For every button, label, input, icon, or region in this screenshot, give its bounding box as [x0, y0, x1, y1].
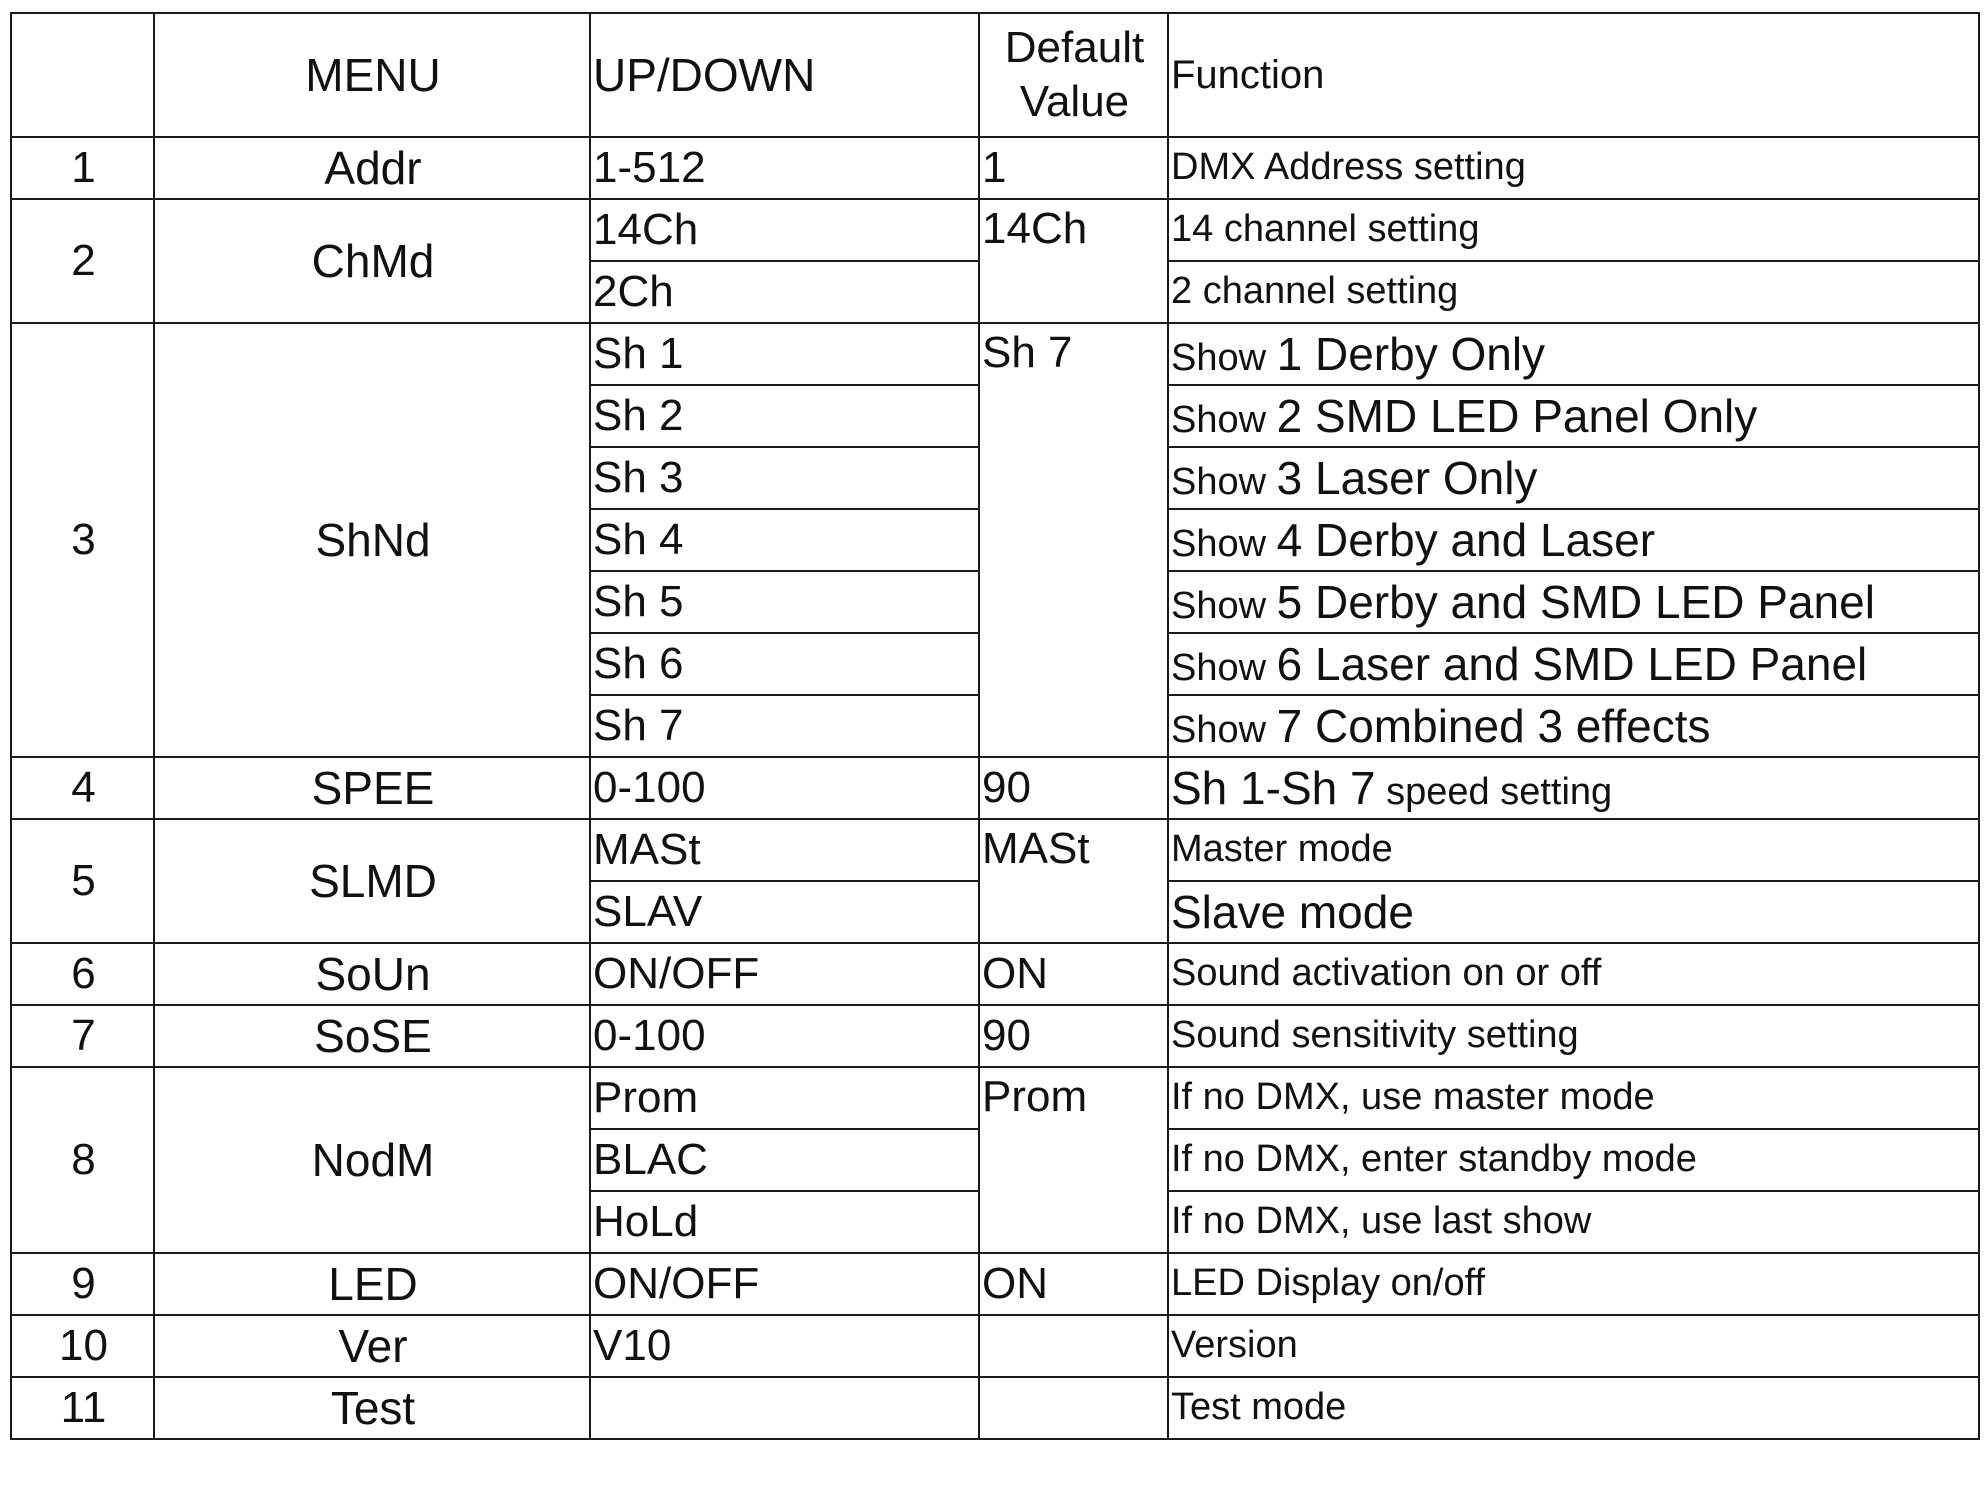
updown-value	[590, 1377, 979, 1439]
function-text: Version	[1168, 1315, 1979, 1377]
row-number: 1	[11, 137, 154, 199]
function-text	[1168, 385, 1979, 447]
menu-code: LED	[154, 1253, 590, 1315]
menu-code: SoSE	[154, 1005, 590, 1067]
table-row	[11, 1315, 1979, 1377]
function-text: Test mode	[1168, 1377, 1979, 1439]
function-text	[1168, 633, 1979, 695]
function-text: LED Display on/off	[1168, 1253, 1979, 1315]
function-text: If no DMX, enter standby mode	[1168, 1129, 1979, 1191]
menu-code: Test	[154, 1377, 590, 1439]
show-prefix: Show	[1171, 646, 1267, 689]
menu-code: SoUn	[154, 943, 590, 1005]
updown-value: Sh 7	[590, 695, 979, 757]
header-function: Function	[1168, 13, 1979, 137]
show-description: 3 Laser Only	[1276, 451, 1538, 504]
updown-value: Prom	[590, 1067, 979, 1129]
function-text	[1168, 757, 1979, 819]
updown-value: V10	[590, 1315, 979, 1377]
show-prefix: Show	[1171, 336, 1267, 379]
menu-code: ChMd	[154, 199, 590, 323]
function-text: Slave mode	[1168, 881, 1979, 943]
default-value: Sh 7	[979, 323, 1168, 757]
header-menu: MENU	[154, 13, 590, 137]
updown-value: SLAV	[590, 881, 979, 943]
updown-value: Sh 5	[590, 571, 979, 633]
default-value: 1	[979, 137, 1168, 199]
table-row	[11, 323, 1979, 385]
header-default-line2: Value	[1019, 77, 1130, 126]
row-number: 8	[11, 1067, 154, 1253]
table-row	[11, 137, 1979, 199]
row-number: 6	[11, 943, 154, 1005]
menu-code: ShNd	[154, 323, 590, 757]
row-number: 7	[11, 1005, 154, 1067]
show-description: 5 Derby and SMD LED Panel	[1276, 575, 1875, 628]
function-text	[1168, 323, 1979, 385]
updown-value: 0-100	[590, 757, 979, 819]
updown-value: BLAC	[590, 1129, 979, 1191]
function-text: If no DMX, use last show	[1168, 1191, 1979, 1253]
speed-show-range: Sh 1-Sh 7	[1171, 761, 1376, 814]
default-value	[979, 1377, 1168, 1439]
updown-value: HoLd	[590, 1191, 979, 1253]
show-prefix: Show	[1171, 584, 1267, 627]
updown-value: 2Ch	[590, 261, 979, 323]
default-value	[979, 1315, 1168, 1377]
row-number: 4	[11, 757, 154, 819]
function-text: 2 channel setting	[1168, 261, 1979, 323]
function-text	[1168, 695, 1979, 757]
updown-value: Sh 1	[590, 323, 979, 385]
default-value: 90	[979, 757, 1168, 819]
show-prefix: Show	[1171, 522, 1267, 565]
updown-value: 14Ch	[590, 199, 979, 261]
show-description: 7 Combined 3 effects	[1276, 699, 1711, 752]
table-row	[11, 1005, 1979, 1067]
show-description: 6 Laser and SMD LED Panel	[1276, 637, 1868, 690]
show-prefix: Show	[1171, 398, 1267, 441]
default-value: MASt	[979, 819, 1168, 943]
menu-code: SLMD	[154, 819, 590, 943]
show-prefix: Show	[1171, 460, 1267, 503]
show-description: 4 Derby and Laser	[1276, 513, 1656, 566]
updown-value: 0-100	[590, 1005, 979, 1067]
updown-value: Sh 6	[590, 633, 979, 695]
updown-value: Sh 4	[590, 509, 979, 571]
function-text	[1168, 447, 1979, 509]
header-number	[11, 13, 154, 137]
menu-code: NodM	[154, 1067, 590, 1253]
header-row	[11, 13, 1979, 137]
updown-value: 1-512	[590, 137, 979, 199]
table-row	[11, 1253, 1979, 1315]
row-number: 3	[11, 323, 154, 757]
default-value: Prom	[979, 1067, 1168, 1253]
function-text: Sound sensitivity setting	[1168, 1005, 1979, 1067]
table-row	[11, 943, 1979, 1005]
updown-value: Sh 2	[590, 385, 979, 447]
function-text: DMX Address setting	[1168, 137, 1979, 199]
row-number: 9	[11, 1253, 154, 1315]
menu-code: SPEE	[154, 757, 590, 819]
function-text	[1168, 571, 1979, 633]
row-number: 11	[11, 1377, 154, 1439]
table-row	[11, 819, 1979, 881]
menu-code: Addr	[154, 137, 590, 199]
row-number: 2	[11, 199, 154, 323]
function-text: Master mode	[1168, 819, 1979, 881]
function-text: If no DMX, use master mode	[1168, 1067, 1979, 1129]
table-row	[11, 199, 1979, 261]
function-text	[1168, 509, 1979, 571]
show-prefix: Show	[1171, 708, 1267, 751]
table-row	[11, 1067, 1979, 1129]
function-text: 14 channel setting	[1168, 199, 1979, 261]
speed-setting-label: speed setting	[1386, 770, 1613, 813]
row-number: 5	[11, 819, 154, 943]
header-default-value	[979, 13, 1168, 137]
row-number: 10	[11, 1315, 154, 1377]
show-description: 1 Derby Only	[1276, 327, 1546, 380]
updown-value: Sh 3	[590, 447, 979, 509]
default-value: ON	[979, 943, 1168, 1005]
table-row	[11, 1377, 1979, 1439]
menu-settings-table	[10, 12, 1980, 1440]
show-description: 2 SMD LED Panel Only	[1276, 389, 1758, 442]
menu-code: Ver	[154, 1315, 590, 1377]
updown-value: ON/OFF	[590, 1253, 979, 1315]
table-row	[11, 757, 1979, 819]
default-value: ON	[979, 1253, 1168, 1315]
header-default-line1: Default	[1004, 22, 1145, 72]
default-value: 90	[979, 1005, 1168, 1067]
updown-value: ON/OFF	[590, 943, 979, 1005]
header-updown: UP/DOWN	[590, 13, 979, 137]
function-text: Sound activation on or off	[1168, 943, 1979, 1005]
updown-value: MASt	[590, 819, 979, 881]
default-value: 14Ch	[979, 199, 1168, 323]
